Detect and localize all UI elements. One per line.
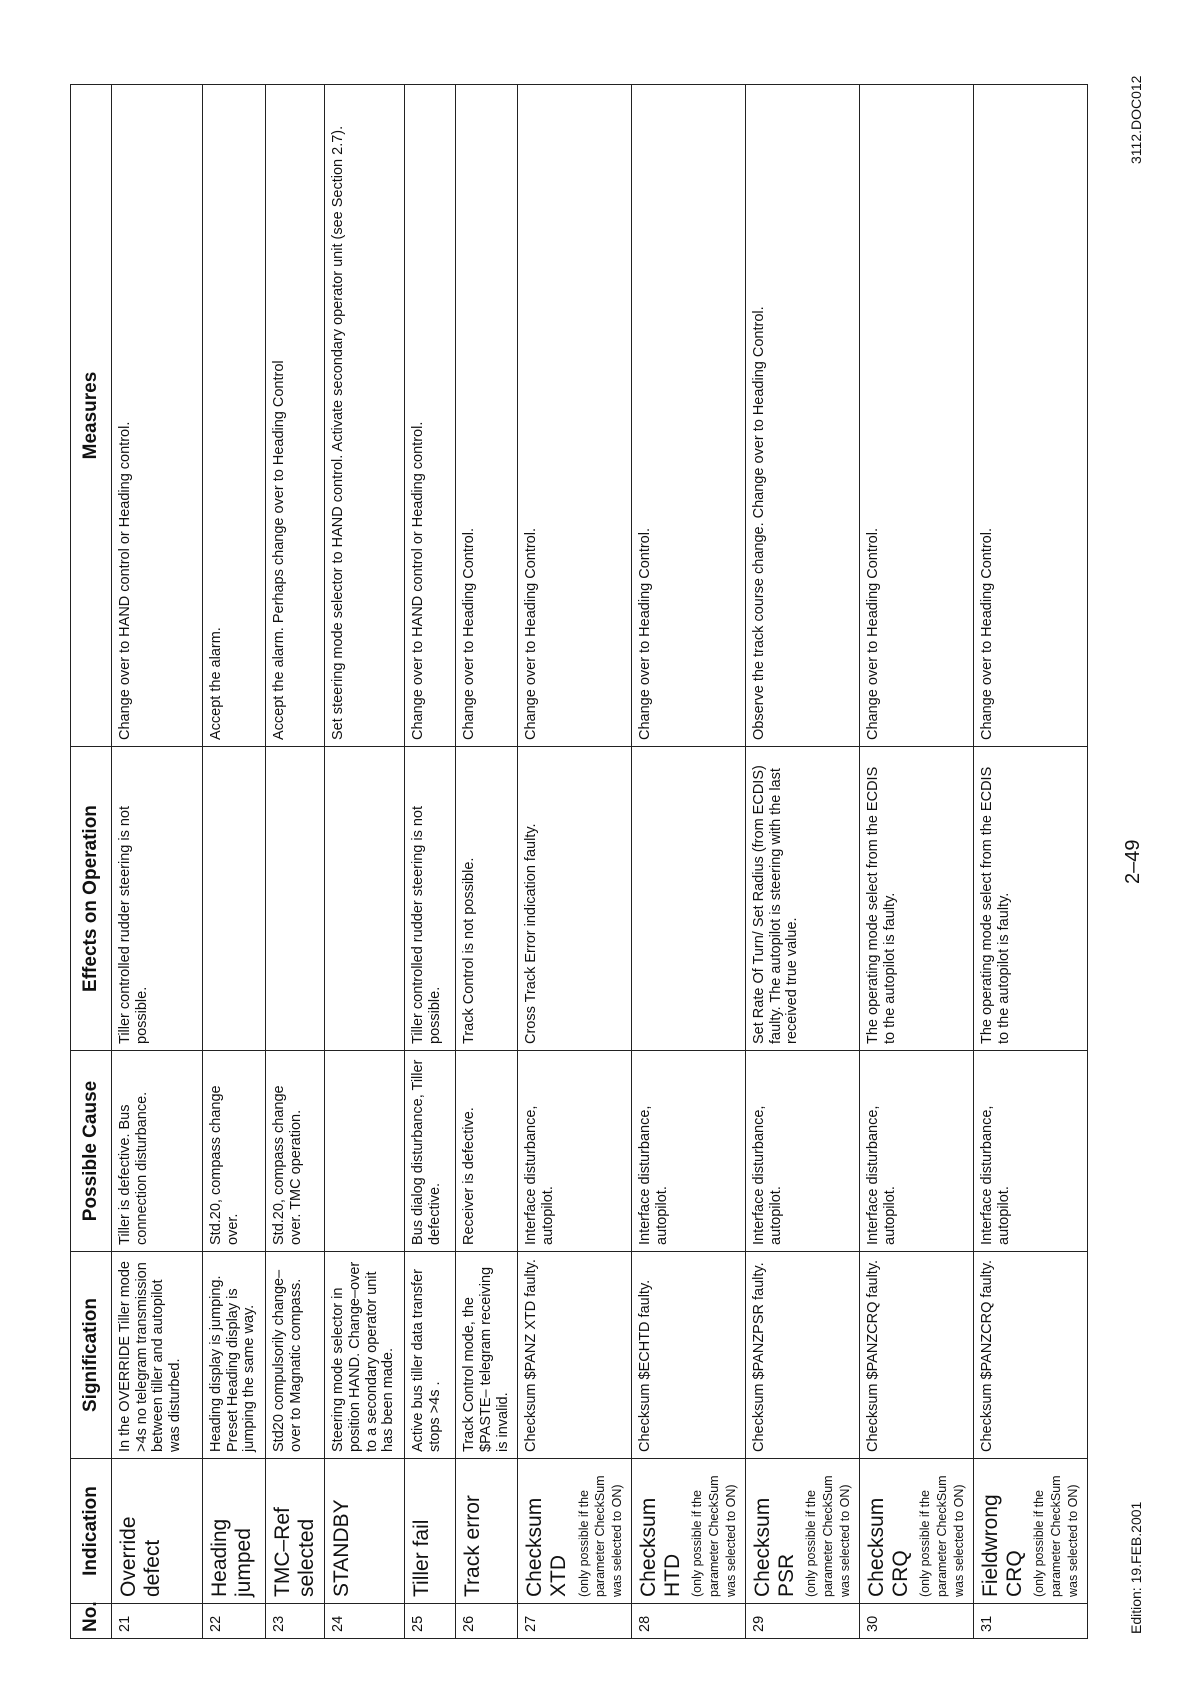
table-row [456, 85, 518, 1639]
header-measures: Measures [71, 85, 112, 747]
cell-cause: Tiller is defective. Bus connection disturbance. [112, 1051, 203, 1252]
cell-cause [325, 1051, 405, 1252]
cell-signification: Std20 compulsorily change–over to Magnatic compass. [266, 1252, 325, 1459]
cell-signification: In the OVERRIDE Tiller mode >4s no telegram transmission between tiller and autopilot was disturbed. [112, 1252, 203, 1459]
header-cause: Possible Cause [71, 1051, 112, 1252]
cell-no: 31 [973, 1604, 1087, 1639]
cell-indication [325, 1459, 405, 1604]
cell-effects: Cross Track Error indication faulty. [518, 747, 632, 1051]
table-row [112, 85, 203, 1639]
cell-measures: Observe the track course change. Change over to Heading Control. [746, 85, 860, 747]
cell-cause: Receiver is defective. [456, 1051, 518, 1252]
cell-signification: Checksum $PANZCRQ faulty. [860, 1252, 974, 1459]
cell-measures: Accept the alarm. Perhaps change over to Heading Control [266, 85, 325, 747]
header-signification: Signification [71, 1252, 112, 1459]
cell-effects: Set Rate Of Turn/ Set Radius (from ECDIS) faulty. The autopilot is steering with the last received true value. [746, 747, 860, 1051]
header-indication: Indication [71, 1459, 112, 1604]
cell-effects: Track Control is not possible. [456, 747, 518, 1051]
cell-cause: Interface disturbance, autopilot. [518, 1051, 632, 1252]
cell-measures: Change over to Heading Control. [973, 85, 1087, 747]
cell-no: 21 [112, 1604, 203, 1639]
page-number: 2–49 [1122, 839, 1144, 884]
table-row [325, 85, 405, 1639]
cell-measures: Change over to Heading Control. [518, 85, 632, 747]
cell-signification: Checksum $PANZCRQ faulty. [973, 1252, 1087, 1459]
indication-title: TMC–Ref selected [271, 1507, 319, 1597]
indication-title: Override defect [117, 1516, 165, 1597]
cell-measures: Change over to HAND control or Heading control. [405, 85, 456, 747]
cell-measures: Change over to HAND control or Heading control. [112, 85, 203, 747]
cell-no: 22 [203, 1604, 266, 1639]
table-row [632, 85, 746, 1639]
cell-effects [325, 747, 405, 1051]
cell-indication [203, 1459, 266, 1604]
cell-cause: Interface disturbance, autopilot. [973, 1051, 1087, 1252]
cell-effects [632, 747, 746, 1051]
indication-note: (only possible if the parameter CheckSum was selected to ON) [804, 1475, 853, 1597]
table-row [266, 85, 325, 1639]
table-row [973, 85, 1087, 1639]
cell-effects: The operating mode select from the ECDIS to the autopilot is faulty. [973, 747, 1087, 1051]
cell-cause: Std.20, compass change over. [203, 1051, 266, 1252]
cell-cause: Interface disturbance, autopilot. [632, 1051, 746, 1252]
cell-indication [112, 1459, 203, 1604]
indication-note: (only possible if the parameter CheckSum was selected to ON) [918, 1475, 967, 1597]
indication-title: Checksum PSR [751, 1497, 799, 1597]
indication-title: Checksum XTD [523, 1497, 571, 1597]
cell-effects [266, 747, 325, 1051]
indication-title: Heading jumped [208, 1518, 256, 1597]
cell-indication [746, 1459, 860, 1604]
indication-note: (only possible if the parameter CheckSum was selected to ON) [576, 1475, 625, 1597]
cell-indication [860, 1459, 974, 1604]
document-id: 3112.DOC012 [1128, 75, 1144, 164]
alarm-table [70, 84, 1088, 1639]
indication-title: STANDBY [330, 1499, 354, 1597]
indication-note: (only possible if the parameter CheckSum was selected to ON) [1032, 1475, 1080, 1597]
cell-no: 26 [456, 1604, 518, 1639]
indication-title: Checksum HTD [637, 1497, 685, 1597]
cell-signification: Track Control mode, the $PASTE– telegram receiving is invalid. [456, 1252, 518, 1459]
cell-measures: Change over to Heading Control. [456, 85, 518, 747]
cell-no: 24 [325, 1604, 405, 1639]
indication-title: Track error [461, 1495, 485, 1597]
cell-measures: Set steering mode selector to HAND control. Activate secondary operator unit (see Section 2.7). [325, 85, 405, 747]
table-row [860, 85, 974, 1639]
cell-effects: The operating mode select from the ECDIS to the autopilot is faulty. [860, 747, 974, 1051]
indication-title: Fieldwrong CRQ [978, 1494, 1027, 1597]
header-no: No. [71, 1604, 112, 1639]
cell-cause: Interface disturbance, autopilot. [746, 1051, 860, 1252]
cell-measures: Accept the alarm. [203, 85, 266, 747]
cell-cause: Interface disturbance, autopilot. [860, 1051, 974, 1252]
cell-no: 28 [632, 1604, 746, 1639]
cell-no: 25 [405, 1604, 456, 1639]
table-row [203, 85, 266, 1639]
table-row [405, 85, 456, 1639]
edition-date: Edition: 19.FEB.2001 [1128, 1501, 1144, 1634]
cell-no: 27 [518, 1604, 632, 1639]
indication-title: Checksum CRQ [865, 1497, 913, 1597]
cell-signification: Steering mode selector in position HAND. Change–over to a secondary operator unit has been made. [325, 1252, 405, 1459]
cell-signification: Checksum $PANZPSR faulty. [746, 1252, 860, 1459]
indication-note: (only possible if the parameter CheckSum was selected to ON) [690, 1475, 739, 1597]
cell-measures: Change over to Heading Control. [632, 85, 746, 747]
cell-indication [632, 1459, 746, 1604]
cell-signification: Checksum $ECHTD faulty. [632, 1252, 746, 1459]
table-row [518, 85, 632, 1639]
cell-effects: Tiller controlled rudder steering is not possible. [112, 747, 203, 1051]
cell-indication [456, 1459, 518, 1604]
cell-signification: Heading display is jumping. Preset Heading display is jumping the same way. [203, 1252, 266, 1459]
cell-no: 30 [860, 1604, 974, 1639]
cell-signification: Checksum $PANZ XTD faulty. [518, 1252, 632, 1459]
cell-effects [203, 747, 266, 1051]
cell-indication [973, 1459, 1087, 1604]
cell-cause: Bus dialog disturbance, Tiller defective. [405, 1051, 456, 1252]
table-header-row [71, 85, 112, 1639]
header-effects: Effects on Operation [71, 747, 112, 1051]
table-row [746, 85, 860, 1639]
cell-indication [405, 1459, 456, 1604]
cell-no: 29 [746, 1604, 860, 1639]
cell-indication [518, 1459, 632, 1604]
cell-measures: Change over to Heading Control. [860, 85, 974, 747]
cell-effects: Tiller controlled rudder steering is not possible. [405, 747, 456, 1051]
cell-signification: Active bus tiller data transfer stops >4s . [405, 1252, 456, 1459]
cell-cause: Std.20, compass change over. TMC operation. [266, 1051, 325, 1252]
indication-title: Tiller fail [410, 1519, 434, 1597]
cell-no: 23 [266, 1604, 325, 1639]
cell-indication [266, 1459, 325, 1604]
